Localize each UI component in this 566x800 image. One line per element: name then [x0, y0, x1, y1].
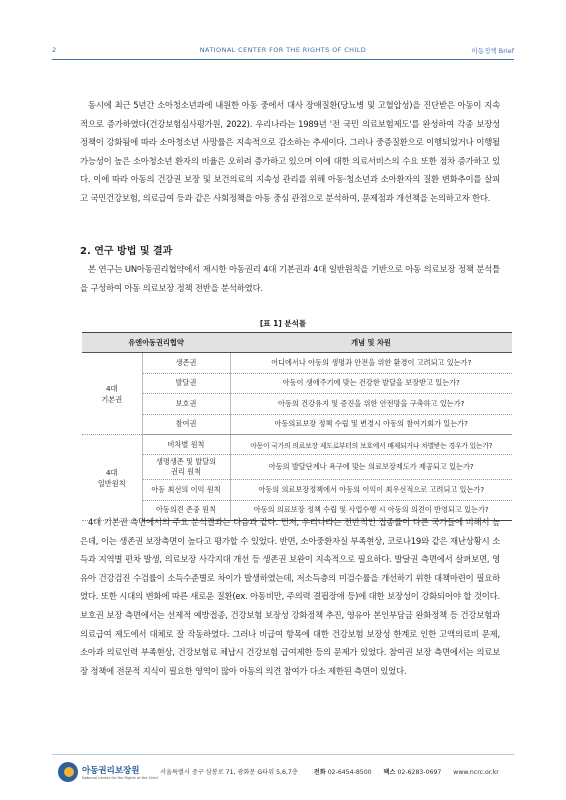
- footer-divider: [52, 754, 514, 755]
- table-header-cell: 유엔아동권리협약: [82, 333, 230, 353]
- row-label: 아동 최선의 이익 원칙: [142, 480, 230, 500]
- row-description: 아동의 발달단계나 욕구에 맞는 의료보장제도가 제공되고 있는가?: [230, 455, 512, 480]
- row-description: 어디에서나 아동의 생명과 안전을 위한 환경이 고려되고 있는가?: [230, 353, 512, 373]
- page-number: 2: [52, 46, 57, 54]
- results-paragraph: 4대 기본권 측면에서의 주요 분석결과는 다음과 같다. 먼저, 우리나라는 전반적인 접종률이 다른 국가들에 비해서 높은데, 이는 생존권 보장측면이 높다고 평가할 수 있었다. 반면, 소아중환자실 부족현상, 코로나19와 같은 재난상황시 소득과 지역별 편차 발생, 의료보장 사각지대 개선 등 생존권 보완이 지속적으로 필요하다. 발달권 측면에서 살펴보면, 영유아 건강검진 수검률이 소득수준별로 차이가 발생하였는데, 저소득층의 미검수률을 개선하기 위한 대책마련이 필요하였다. 또한 시대의 변화에 따른 새로운 질환(ex. 아동비만, 주의력 결핍장애 등)에 대한 보장성이 강화되어야 할 것이다. 보호권 보장 측면에서는 선제적 예방접종, 건강보험 보장성 강화정책 추진, 영유아 본인부담금 완화정책 등 건강보험과 의료급여 제도에서 대체로 잘 작동하였다. 그러나 비급여 항목에 대한 건강보험 보장성 한계로 인한 고액의료비 문제, 소아과 의료인력 부족현상, 건강보험료 체납시 건강보험 급여제한 등의 문제가 있었다. 참여권 보장 측면에서는 의료보장 정책에 전문적 지식이 필요한 영역이 많아 아동의 의견 참여가 다소 제한된 측면이 있었다.: [80, 517, 500, 676]
- row-label: 생존권: [142, 353, 230, 373]
- section-intro: 본 연구는 UN아동권리협약에서 제시한 아동권리 4대 기본권과 4대 일반원칙을 기반으로 아동 의료보장 정책 분석틀을 구성하여 아동 의료보장 정책 전반을 분석하였다.: [80, 264, 500, 293]
- header-center-title: NATIONAL CENTER FOR THE RIGHTS OF CHILD: [199, 46, 367, 54]
- row-label: 보호권: [142, 394, 230, 414]
- org-logo: [58, 762, 158, 784]
- row-label: 참여권: [142, 414, 230, 434]
- row-description: 아동이 생애주기에 맞는 건강한 발달을 보장받고 있는가?: [230, 373, 512, 393]
- org-name-en: National Center for the Rights of the Child: [82, 776, 158, 780]
- section-title: 2. 연구 방법 및 결과: [80, 246, 173, 257]
- header-right-title: 아동정책 Brief: [471, 47, 514, 55]
- table-row: [82, 394, 512, 414]
- table-header-row: [82, 333, 512, 353]
- table-row: [82, 353, 512, 373]
- header-divider: [52, 59, 514, 60]
- table-caption: [표 1] 분석틀: [259, 319, 307, 328]
- row-description: 아동이 국가의 의료보장 제도로부터의 보호에서 배제되거나 차별받는 경우가 있는가?: [230, 434, 512, 454]
- row-description: 아동의 건강유지 및 증진을 위한 안전망을 구축하고 있는가?: [230, 394, 512, 414]
- table-row: [82, 414, 512, 434]
- page-header: [52, 46, 514, 58]
- website-link[interactable]: www.ncrc.or.kr: [453, 769, 499, 776]
- row-description: 아동의 의료보장정책에서 아동의 이익이 최우선적으로 고려되고 있는가?: [230, 480, 512, 500]
- logo-sun-icon: [64, 767, 74, 777]
- footer-info: [160, 767, 499, 776]
- row-description: 아동의 의료보장 정책 수립 및 사업수행 시 아동의 의견이 반영되고 있는가?: [230, 500, 512, 520]
- org-name: 아동권리보장원: [82, 766, 140, 776]
- table-row: [82, 455, 512, 480]
- analysis-framework-table: [82, 332, 512, 521]
- fax-number: 02-6283-0697: [397, 769, 442, 776]
- tel-number: 02-6454-8500: [327, 769, 372, 776]
- table-row: [82, 373, 512, 393]
- tel-label: 전화: [313, 769, 326, 776]
- row-description: 아동의료보장 정책 수립 및 변경시 아동의 참여기회가 있는가?: [230, 414, 512, 434]
- table-row: [82, 480, 512, 500]
- row-label: 비차별 원칙: [142, 434, 230, 454]
- row-label: 생명생존 및 발달의 권리 원칙: [142, 455, 230, 480]
- group-label: 4대 일반원칙: [82, 434, 142, 520]
- row-label: 아동의견 존중 원칙: [142, 500, 230, 520]
- table-header-cell: 개념 및 차원: [230, 333, 512, 353]
- intro-paragraph: 동시에 최근 5년간 소아청소년과에 내원한 아동 중에서 대사 장애질환(당뇨병 및 고혈압성)을 진단받은 아동이 지속적으로 증가하였다(건강보험심사평가원, 2022). 우리나라는 1989년 '전 국민 의료보험제도'를 완성하여 각종 보장성 정책이 강화됨에 따라 소아청소년 사망률은 지속적으로 감소하는 추세이다. 그러나 중증질환으로 이행되었거나 이행될 가능성이 높은 소아청소년 환자의 비율은 오히려 증가하고 있으며 이에 대한 의료서비스의 수요 또한 점차 증가하고 있다. 이에 따라 아동의 건강권 보장 및 보건의료의 지속성 관리를 위해 아동·청소년과 소아환자의 질환 변화추이를 살피고 국민건강보험, 의료급여 등과 같은 사회정책을 아동 중심 관점으로 분석하여, 문제점과 개선책을 논의하고자 한다.: [80, 100, 500, 203]
- footer-address: 서울특별시 중구 삼봉로 71, 광화문 G타워 5,6,7층: [160, 769, 298, 776]
- table-row: [82, 434, 512, 454]
- group-label: 4대 기본권: [82, 353, 142, 435]
- fax-label: 팩스: [383, 769, 396, 776]
- row-label: 발달권: [142, 373, 230, 393]
